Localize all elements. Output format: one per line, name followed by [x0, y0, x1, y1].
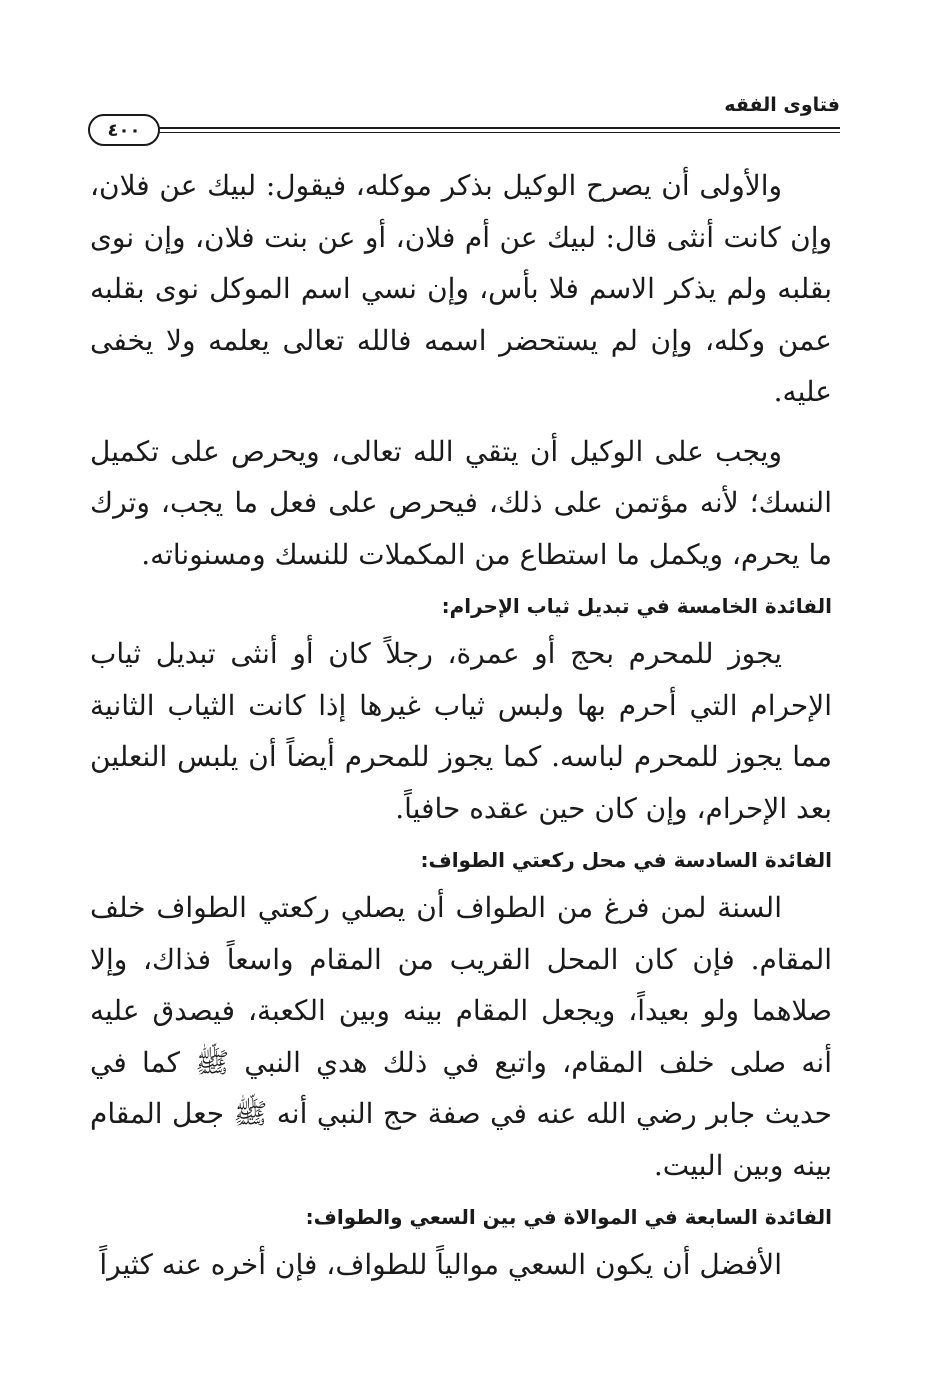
page-number: ٤٠٠: [88, 114, 160, 146]
running-title: فتاوى الفقه: [724, 94, 840, 116]
heading-sixth-benefit: الفائدة السادسة في محل ركعتي الطواف:: [420, 848, 832, 872]
paragraph-sai-continuity: الأفضل أن يكون السعي موالياً للطواف، فإن أخره عنه كثيراً: [99, 1248, 782, 1281]
header-rule-thin: [150, 132, 840, 133]
header-rule-thick: [150, 127, 840, 129]
paragraph-tawaf-prayer-location: السنة لمن فرغ من الطواف أن يصلي ركعتي الطواف خلف المقام. فإن كان المحل القريب من المقام واسعاً فذاك، وإلا صلاهما ولو بعيداً، ويجعل المقام بينه وبين الكعبة، فيصدق عليه أنه صلى خلف المقام، واتبع في ذلك هدي النبي ﷺ كما في حديث جابر رضي الله عنه في صفة حج النبي أنه ﷺ جعل المقام بينه وبين البيت.: [90, 891, 832, 1182]
paragraph-changing-ihram-clothes: يجوز للمحرم بحج أو عمرة، رجلاً كان أو أنثى تبديل ثياب الإحرام التي أحرم بها ولبس ثياب غيرها إذا كانت الثياب الثانية مما يجوز للمحرم لباسه. كما يجوز للمحرم أيضاً أن يلبس النعلين بعد الإحرام، وإن كان حين عقده حافياً.: [90, 637, 832, 825]
page-header: [88, 92, 840, 152]
heading-fifth-benefit: الفائدة الخامسة في تبديل ثياب الإحرام:: [441, 594, 832, 618]
heading-seventh-benefit: الفائدة السابعة في الموالاة في بين السعي والطواف:: [305, 1205, 832, 1229]
paragraph-agent-naming: والأولى أن يصرح الوكيل بذكر موكله، فيقول: لبيك عن فلان، وإن كانت أنثى قال: لبيك عن أم فلان، أو عن بنت فلان، وإن نوى بقلبه ولم يذكر الاسم فلا بأس، وإن نسي اسم الموكل نوى بقلبه عمن وكله، وإن لم يستحضر اسمه فالله تعالى يعلمه ولا يخفى عليه.: [90, 169, 832, 408]
page-body: [90, 160, 832, 1299]
paragraph-agent-duties: ويجب على الوكيل أن يتقي الله تعالى، ويحرص على تكميل النسك؛ لأنه مؤتمن على ذلك، فيحرص على فعل ما يجب، وترك ما يحرم، ويكمل ما استطاع من المكملات للنسك ومسنوناته.: [90, 434, 832, 571]
